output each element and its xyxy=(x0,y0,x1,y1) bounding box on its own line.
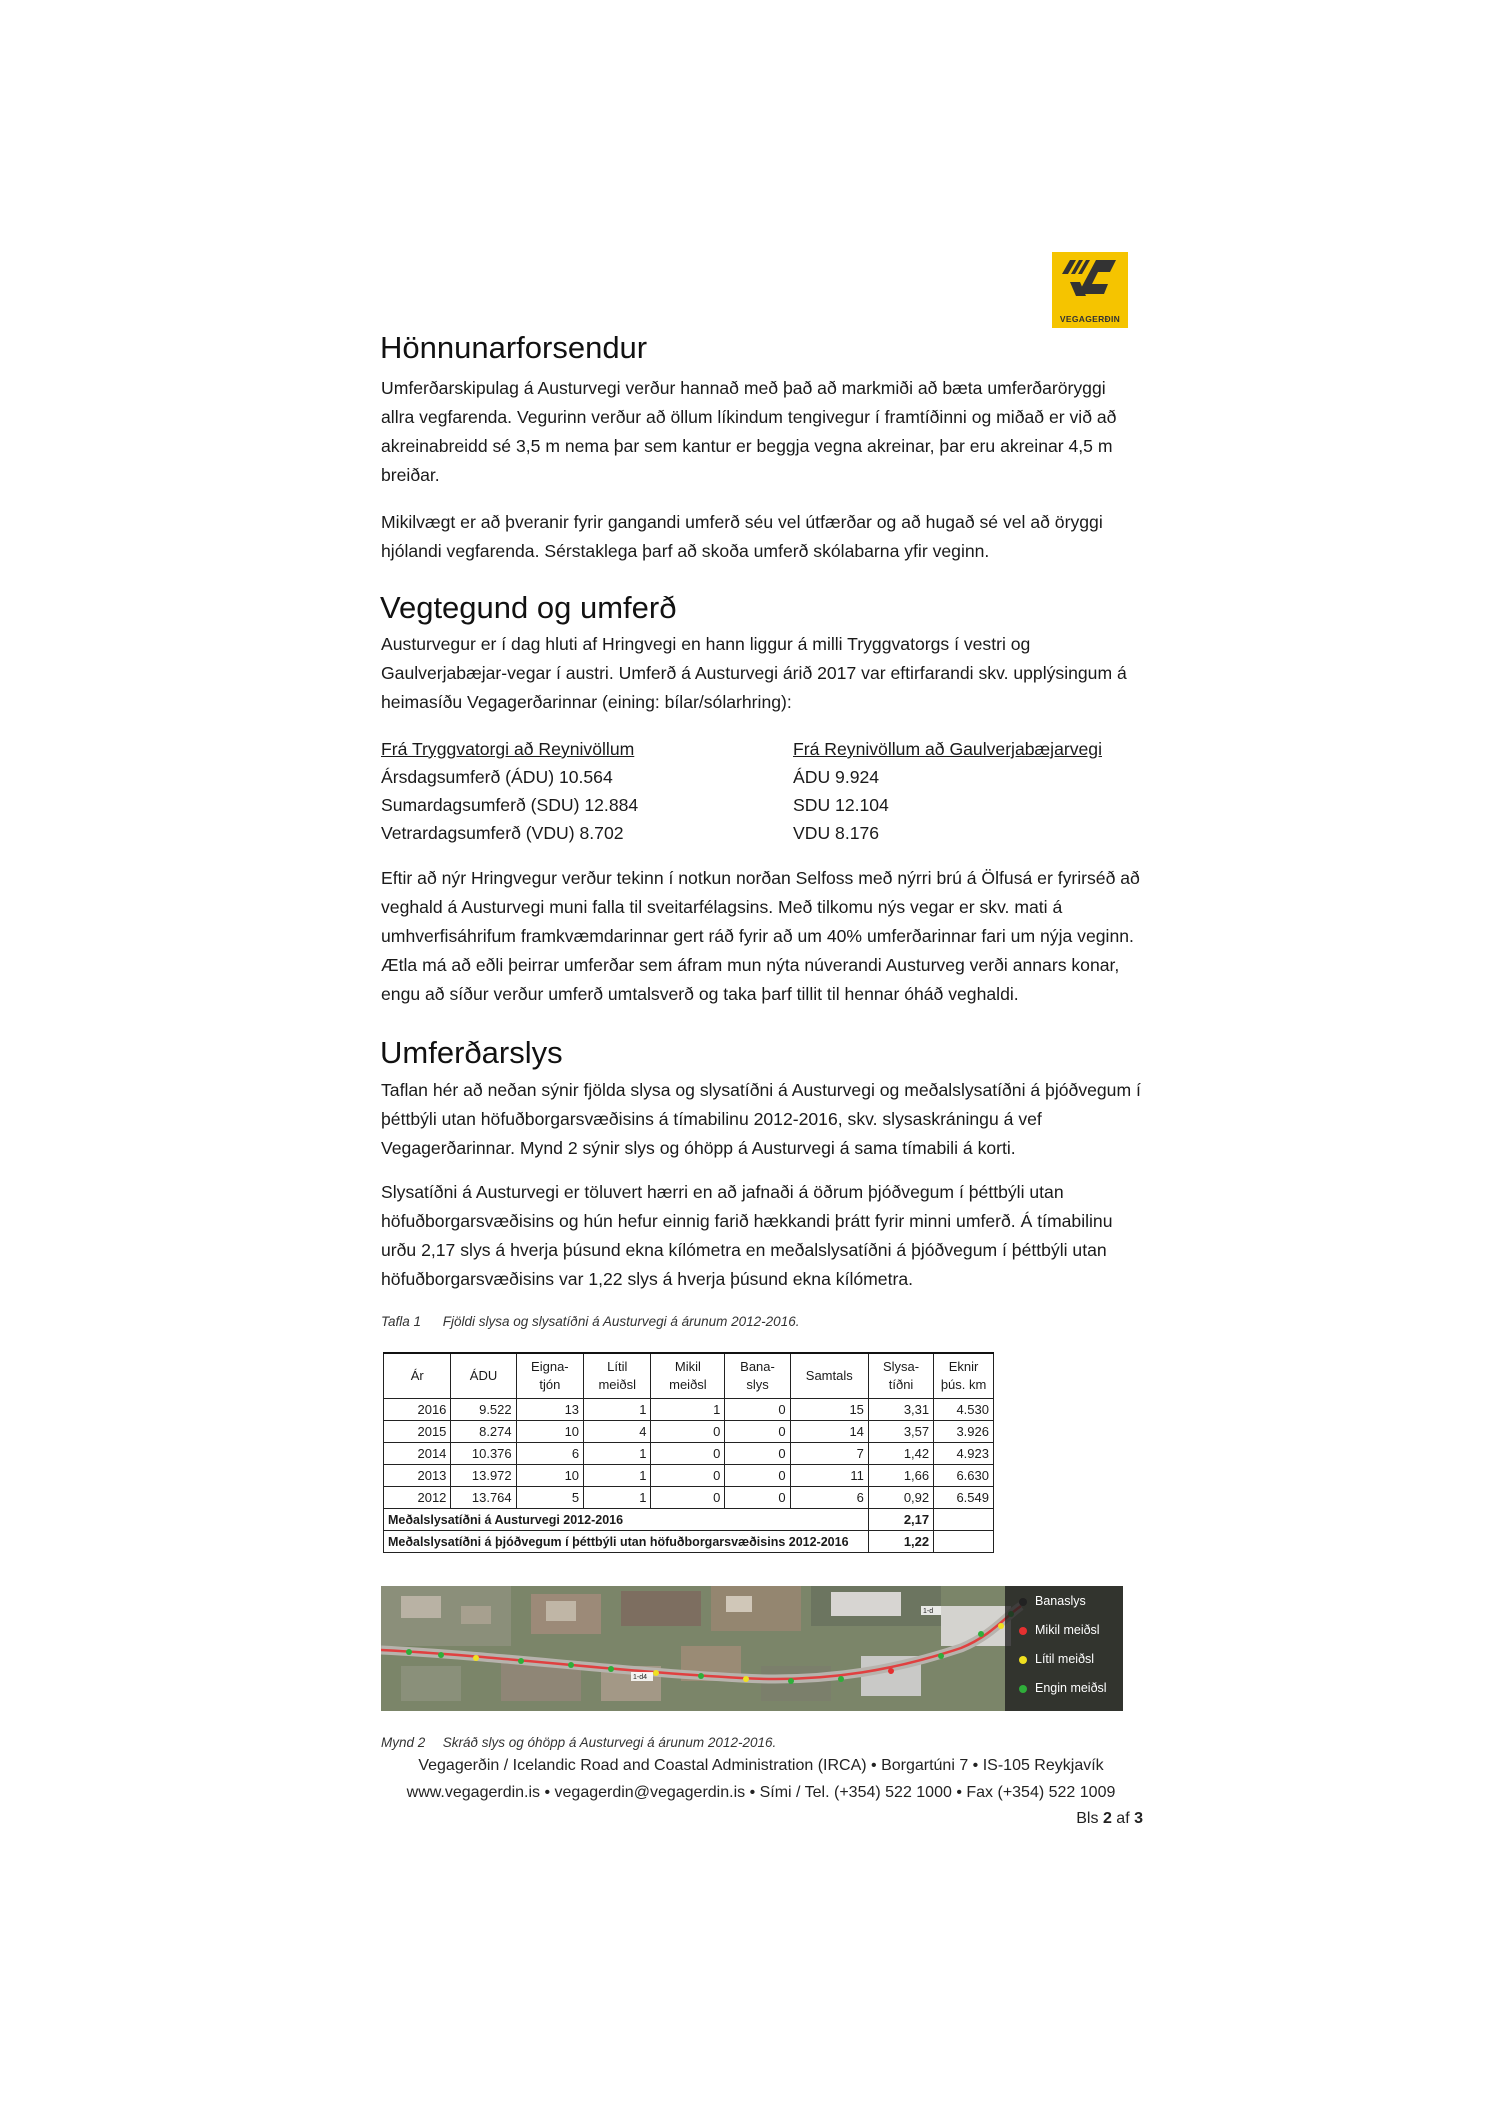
cell-slysatidni: 1,66 xyxy=(868,1465,933,1487)
cell-litil: 4 xyxy=(584,1421,651,1443)
table-summary-row xyxy=(384,1509,994,1531)
table-row xyxy=(384,1487,994,1509)
cell-mikil: 0 xyxy=(651,1465,725,1487)
cell-samtals: 15 xyxy=(790,1399,868,1421)
cell-litil: 1 xyxy=(584,1443,651,1465)
cell-slysatidni: 3,57 xyxy=(868,1421,933,1443)
summary-empty xyxy=(934,1509,994,1531)
traffic-vdu: VDU 8.176 xyxy=(793,823,880,843)
cell-mikil: 1 xyxy=(651,1399,725,1421)
paragraph: Mikilvægt er að þveranir fyrir gangandi umferð séu vel útfærðar og að hugað sé vel að öryggi hjólandi vegfarenda. Sérstaklega þarf að skoða umferð skólabarna yfir veginn. xyxy=(381,512,1103,561)
cell-litil: 1 xyxy=(584,1487,651,1509)
legend-item-banaslys: Banaslys xyxy=(1019,1594,1086,1608)
cell-bana: 0 xyxy=(725,1399,790,1421)
map-legend xyxy=(1005,1586,1123,1711)
cell-bana: 0 xyxy=(725,1465,790,1487)
table-row xyxy=(384,1465,994,1487)
cell-eignatjon: 10 xyxy=(516,1465,583,1487)
cell-bana: 0 xyxy=(725,1443,790,1465)
legend-item-mikil: Mikil meiðsl xyxy=(1019,1623,1100,1637)
cell-samtals: 14 xyxy=(790,1421,868,1443)
legend-dot-icon xyxy=(1019,1685,1027,1693)
col-header-litil-meidsl: Lítil meiðsl xyxy=(584,1353,651,1399)
accident-map xyxy=(381,1586,1123,1711)
col-header-ar: Ár xyxy=(384,1353,451,1399)
cell-eignatjon: 6 xyxy=(516,1443,583,1465)
summary-label: Meðalslysatíðni á þjóðvegum í þéttbýli utan höfuðborgarsvæðisins 2012-2016 xyxy=(384,1531,869,1553)
road-label-1: 1-d xyxy=(923,1608,934,1615)
cell-year: 2014 xyxy=(384,1443,451,1465)
summary-empty xyxy=(934,1531,994,1553)
table-caption-number: Tafla 1 xyxy=(381,1314,422,1329)
road-label-2: 1-d4 xyxy=(633,1674,648,1681)
table-row xyxy=(384,1443,994,1465)
table-caption xyxy=(381,1314,799,1329)
traffic-adu: Ársdagsumferð (ÁDU) 10.564 xyxy=(381,767,613,787)
legend-dot-icon xyxy=(1019,1627,1027,1635)
vegagerdin-logo xyxy=(1052,252,1128,328)
legend-item-litil: Lítil meiðsl xyxy=(1019,1652,1094,1666)
heading-umferdarslys: Umferðarslys xyxy=(380,1035,563,1070)
cell-eignatjon: 5 xyxy=(516,1487,583,1509)
heading-honnunarforsendur: Hönnunarforsendur xyxy=(380,330,648,365)
logo-mark-icon xyxy=(1052,252,1128,312)
cell-adu: 10.376 xyxy=(451,1443,516,1465)
cell-slysatidni: 0,92 xyxy=(868,1487,933,1509)
traffic-right-heading: Frá Reynivöllum að Gaulverjabæjarvegi xyxy=(793,739,1102,759)
paragraph: Umferðarskipulag á Austurvegi verður hannað með það að markmiði að bæta umferðaröryggi allra vegfarenda. Vegurinn verður að öllum líkindum tengivegur í framtíðinni og miðað er við að akreinabreidd sé 3,5 m nema þar sem kantur er beggja vegna akreinar, þar eru akreinar 4,5 m breiðar. xyxy=(381,378,1117,485)
col-header-adu: ÁDU xyxy=(451,1353,516,1399)
cell-eknir: 4.530 xyxy=(934,1399,994,1421)
legend-dot-icon xyxy=(1019,1598,1027,1606)
cell-year: 2015 xyxy=(384,1421,451,1443)
cell-adu: 8.274 xyxy=(451,1421,516,1443)
page-number: Bls 2 af 3 xyxy=(1076,1810,1143,1827)
table-caption-text: Fjöldi slysa og slysatíðni á Austurvegi á árunum 2012-2016. xyxy=(442,1314,800,1329)
traffic-sdu: SDU 12.104 xyxy=(793,795,889,815)
cell-eknir: 4.923 xyxy=(934,1443,994,1465)
cell-year: 2016 xyxy=(384,1399,451,1421)
figure-caption-number: Mynd 2 xyxy=(381,1735,426,1750)
traffic-vdu: Vetrardagsumferð (VDU) 8.702 xyxy=(381,823,624,843)
summary-value: 2,17 xyxy=(868,1509,933,1531)
cell-mikil: 0 xyxy=(651,1443,725,1465)
table-row xyxy=(384,1421,994,1443)
paragraph: Taflan hér að neðan sýnir fjölda slysa og slysatíðni á Austurvegi og meðalslysatíðni á þjóðvegum í þéttbýli utan höfuðborgarsvæðisins á tímabilinu 2012-2016, skv. slysaskráningu á vef Vegagerðarinnar. Mynd 2 sýnir slys og óhöpp á Austurvegi á sama tímabili á korti. xyxy=(381,1080,1141,1158)
cell-eignatjon: 13 xyxy=(516,1399,583,1421)
col-header-slysatidni: Slysa- tíðni xyxy=(868,1353,933,1399)
cell-slysatidni: 1,42 xyxy=(868,1443,933,1465)
cell-bana: 0 xyxy=(725,1421,790,1443)
heading-vegtegund: Vegtegund og umferð xyxy=(380,590,677,625)
paragraph: Austurvegur er í dag hluti af Hringvegi en hann liggur á milli Tryggvatorgs í vestri og Gaulverjabæjar-vegar í austri. Umferð á Austurvegi árið 2017 var eftirfarandi skv. upplýsingum á heimasíðu Vegagerðarinnar (eining: bílar/sólarhring): xyxy=(381,634,1127,712)
cell-eignatjon: 10 xyxy=(516,1421,583,1443)
cell-samtals: 6 xyxy=(790,1487,868,1509)
table-summary-row xyxy=(384,1531,994,1553)
cell-bana: 0 xyxy=(725,1487,790,1509)
traffic-adu: ÁDU 9.924 xyxy=(793,767,880,787)
cell-litil: 1 xyxy=(584,1399,651,1421)
col-header-samtals: Samtals xyxy=(790,1353,868,1399)
cell-eknir: 3.926 xyxy=(934,1421,994,1443)
summary-label: Meðalslysatíðni á Austurvegi 2012-2016 xyxy=(384,1509,869,1531)
legend-dot-icon xyxy=(1019,1656,1027,1664)
cell-mikil: 0 xyxy=(651,1487,725,1509)
cell-adu: 9.522 xyxy=(451,1399,516,1421)
traffic-left-heading: Frá Tryggvatorgi að Reynivöllum xyxy=(381,739,635,759)
legend-item-engin: Engin meiðsl xyxy=(1019,1681,1107,1695)
footer-line-2: www.vegagerdin.is • vegagerdin@vegagerdin.is • Sími / Tel. (+354) 522 1000 • Fax (+354) 522 1009 xyxy=(406,1784,1116,1801)
paragraph: Slysatíðni á Austurvegi er töluvert hærri en að jafnaði á öðrum þjóðvegum í þéttbýli utan höfuðborgarsvæðisins og hún hefur einnig farið hækkandi þrátt fyrir minni umferð. Á tímabilinu urðu 2,17 slys á hverja þúsund ekna kílómetra en meðalslysatíðni á þjóðvegum í þéttbýli utan höfuðborgarsvæðisins var 1,22 slys á hverja þúsund ekna kílómetra. xyxy=(381,1182,1113,1289)
figure-caption-text: Skráð slys og óhöpp á Austurvegi á árunum 2012-2016. xyxy=(442,1735,777,1750)
traffic-left-column xyxy=(381,735,761,847)
cell-year: 2012 xyxy=(384,1487,451,1509)
cell-mikil: 0 xyxy=(651,1421,725,1443)
cell-year: 2013 xyxy=(384,1465,451,1487)
cell-samtals: 11 xyxy=(790,1465,868,1487)
col-header-banaslys: Bana- slys xyxy=(725,1353,790,1399)
traffic-sdu: Sumardagsumferð (SDU) 12.884 xyxy=(381,795,639,815)
cell-eknir: 6.630 xyxy=(934,1465,994,1487)
table-row xyxy=(384,1399,994,1421)
cell-adu: 13.972 xyxy=(451,1465,516,1487)
col-header-eknir: Eknir þús. km xyxy=(934,1353,994,1399)
accident-table xyxy=(383,1352,994,1553)
summary-value: 1,22 xyxy=(868,1531,933,1553)
footer-line-1: Vegagerðin / Icelandic Road and Coastal Administration (IRCA) • Borgartúni 7 • IS-105 Reykjavík xyxy=(418,1757,1104,1774)
logo-text: VEGAGERÐIN xyxy=(1059,314,1121,324)
paragraph: Eftir að nýr Hringvegur verður tekinn í notkun norðan Selfoss með nýrri brú á Ölfusá er fyrirséð að veghald á Austurvegi muni falla til sveitarfélagsins. Með tilkomu nýs vegar er skv. mati á umhverfisáhrifum framkvæmdarinnar gert ráð fyrir að um 40% umferðarinnar fari um nýja veginn. Ætla má að eðli þeirrar umferðar sem áfram mun nýta núverandi Austurveg verði annars konar, engu að síður verður umferð umtalsverð og taka þarf tillit til hennar óháð veghaldi. xyxy=(381,868,1140,1004)
cell-samtals: 7 xyxy=(790,1443,868,1465)
cell-litil: 1 xyxy=(584,1465,651,1487)
cell-eknir: 6.549 xyxy=(934,1487,994,1509)
table-header-row xyxy=(384,1353,994,1399)
traffic-right-column xyxy=(793,735,1173,847)
cell-adu: 13.764 xyxy=(451,1487,516,1509)
cell-slysatidni: 3,31 xyxy=(868,1399,933,1421)
figure-caption xyxy=(381,1735,776,1750)
col-header-eignatjon: Eigna- tjón xyxy=(516,1353,583,1399)
col-header-mikil-meidsl: Mikil meiðsl xyxy=(651,1353,725,1399)
